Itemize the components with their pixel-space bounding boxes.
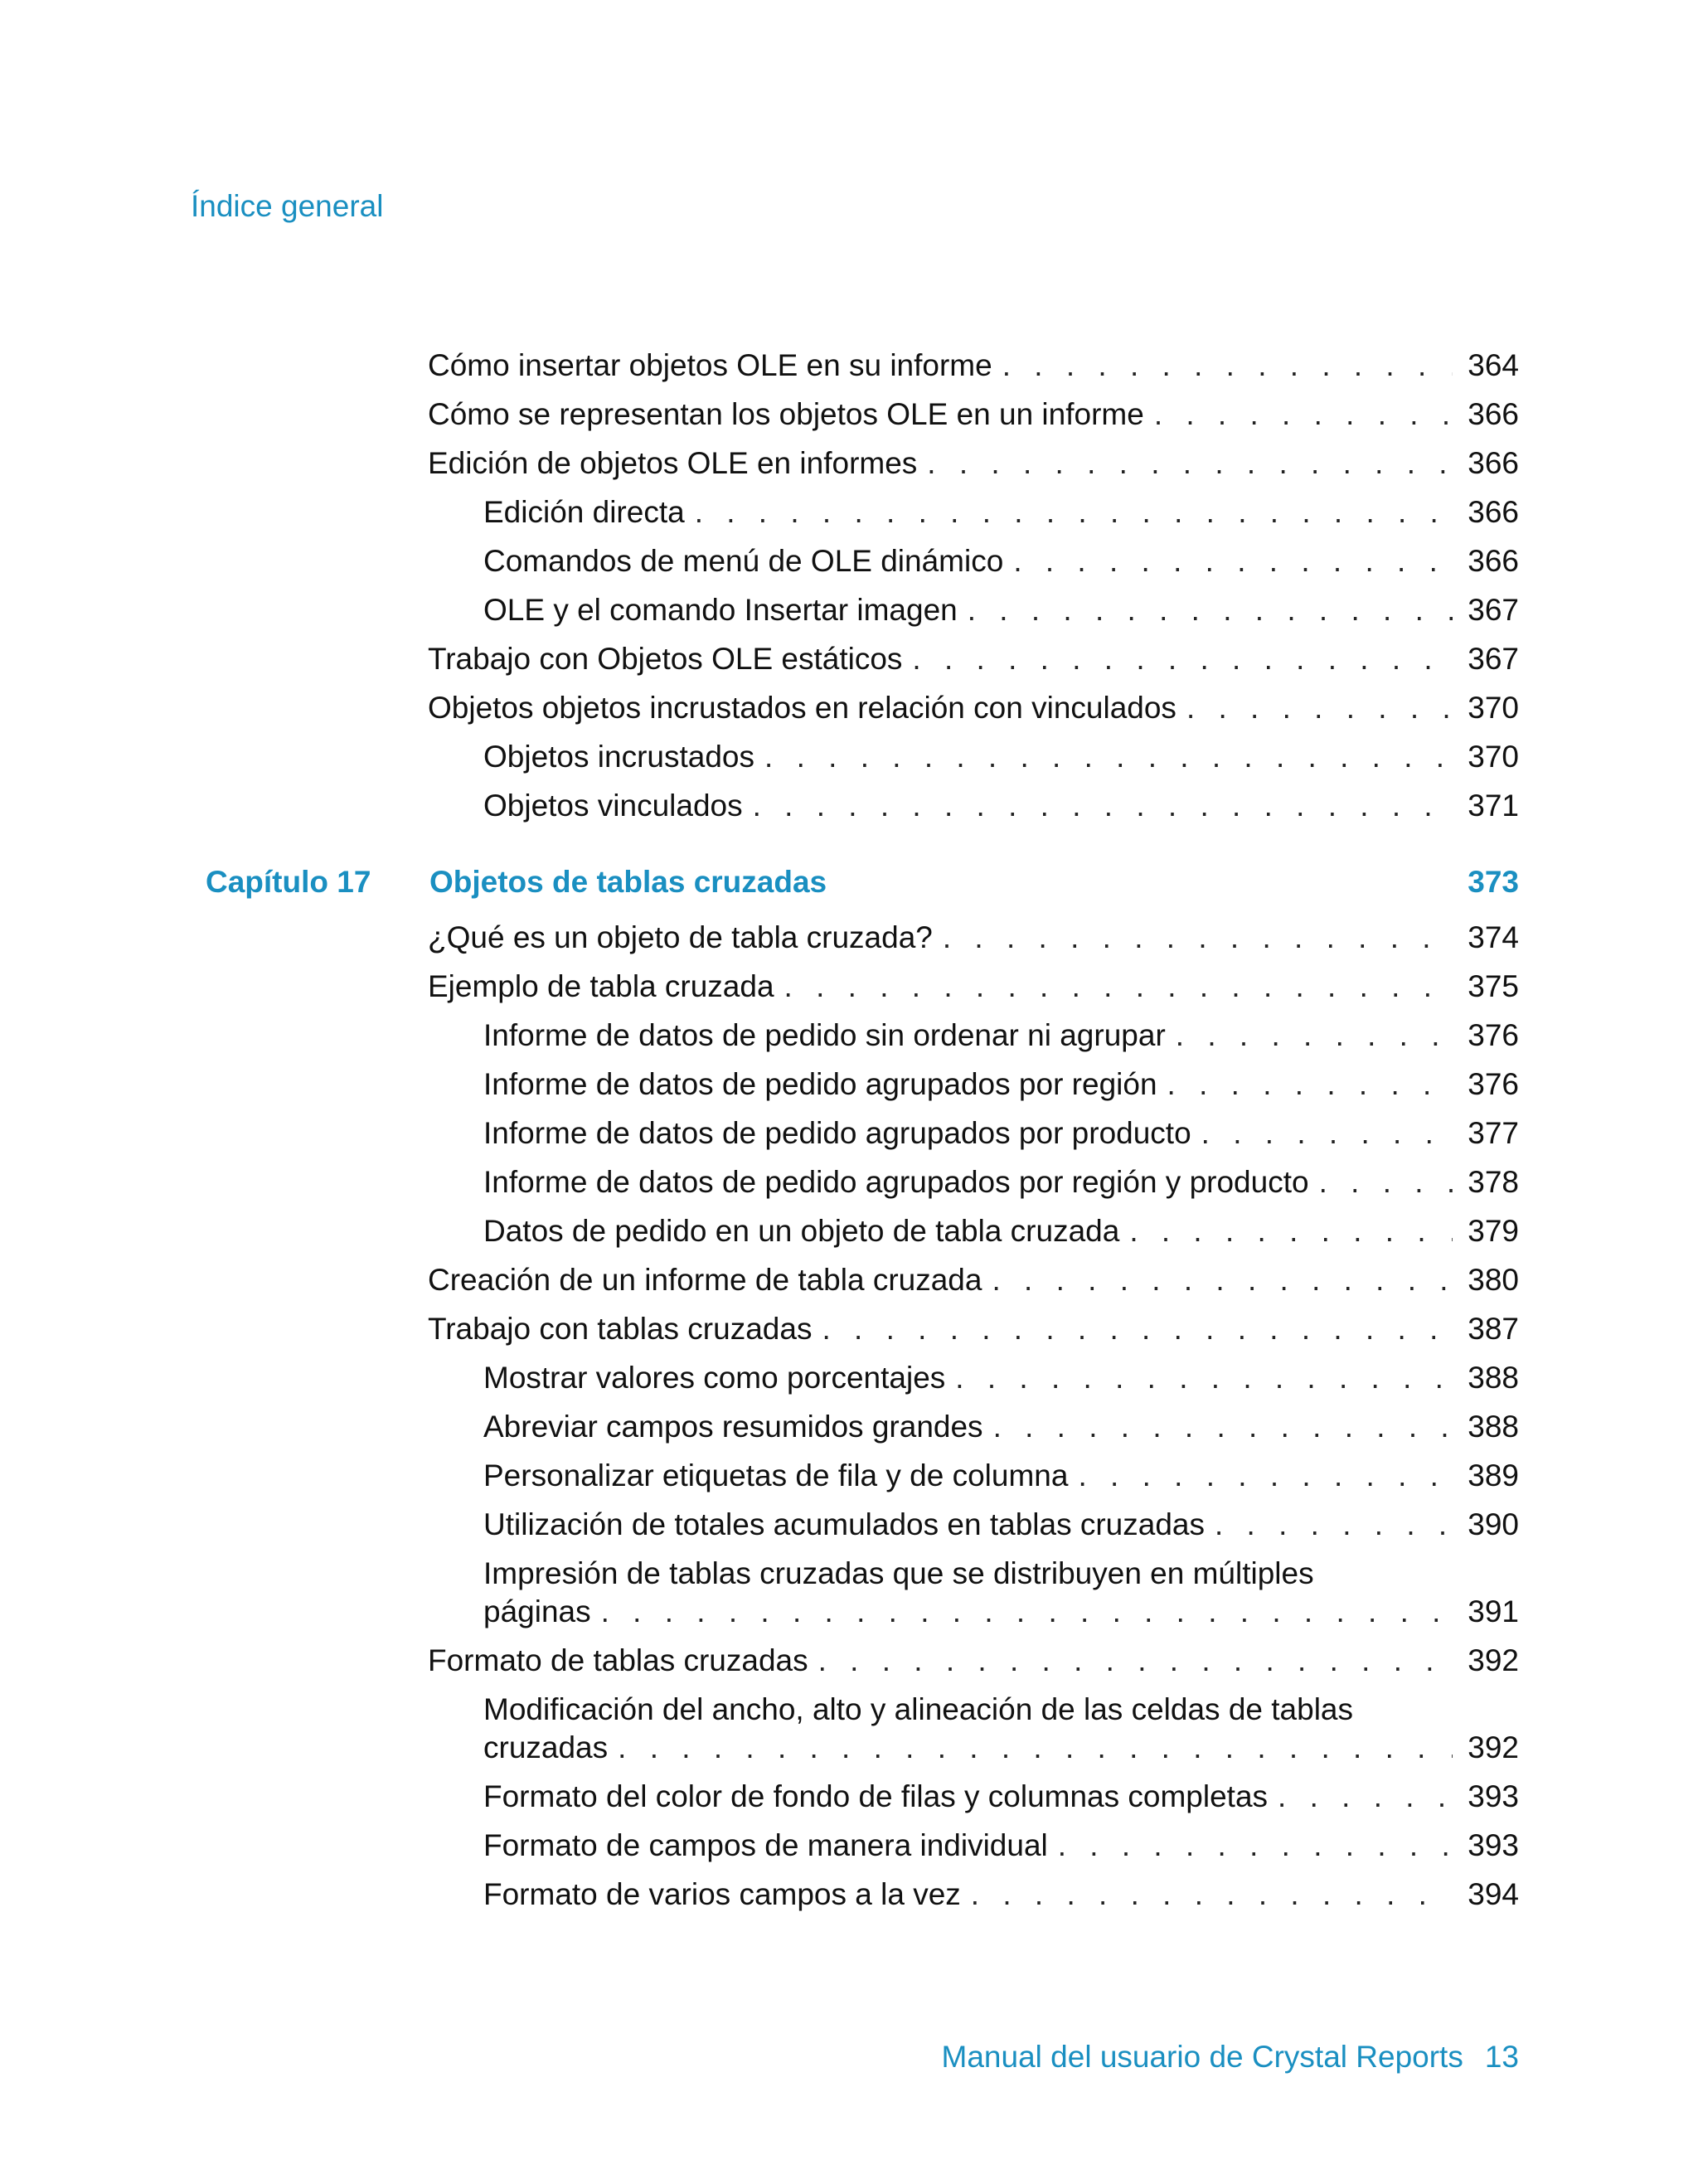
dot-leader bbox=[1215, 1506, 1453, 1544]
toc-entry-page: 367 bbox=[1468, 642, 1519, 676]
toc-entry-title: Informe de datos de pedido sin ordenar ni agrupar bbox=[483, 1018, 1166, 1052]
dot-leader bbox=[1319, 1163, 1453, 1201]
toc-entry[interactable] bbox=[428, 1310, 1519, 1348]
toc-entry[interactable] bbox=[428, 1261, 1519, 1299]
toc-subentry[interactable] bbox=[483, 1408, 1519, 1446]
dot-leader bbox=[1154, 396, 1453, 434]
toc-entry-title: Personalizar etiquetas de fila y de columna bbox=[483, 1458, 1069, 1492]
toc-entry-title: Informe de datos de pedido agrupados por producto bbox=[483, 1116, 1191, 1150]
toc-entry[interactable] bbox=[428, 689, 1519, 727]
toc-entry-page: 370 bbox=[1468, 740, 1519, 774]
toc-subentry[interactable] bbox=[483, 1457, 1519, 1495]
running-header: Índice general bbox=[191, 189, 384, 223]
page-number: 13 bbox=[1484, 2040, 1519, 2074]
dot-leader bbox=[1186, 689, 1453, 727]
dot-leader bbox=[695, 493, 1453, 531]
dot-leader bbox=[943, 919, 1453, 957]
chapter-page: 373 bbox=[1468, 865, 1519, 899]
toc-subentry[interactable] bbox=[483, 1114, 1519, 1153]
toc-entry-title: Ejemplo de tabla cruzada bbox=[428, 969, 774, 1003]
toc-entry-page: 370 bbox=[1468, 691, 1519, 725]
toc-entry-title: Objetos vinculados bbox=[483, 789, 743, 823]
toc-entry-page: 376 bbox=[1468, 1018, 1519, 1052]
dot-leader bbox=[822, 1310, 1453, 1348]
dot-leader bbox=[784, 968, 1453, 1006]
dot-leader bbox=[993, 1408, 1453, 1446]
toc-entry-title: Objetos incrustados bbox=[483, 740, 755, 774]
toc-entry-page: 366 bbox=[1468, 495, 1519, 529]
toc-entry-title: Informe de datos de pedido agrupados por región bbox=[483, 1067, 1157, 1101]
toc-entry-title: Abreviar campos resumidos grandes bbox=[483, 1410, 983, 1444]
toc-subentry-first-line: Modificación del ancho, alto y alineación de las celdas de tablas bbox=[483, 1692, 1353, 1726]
toc-subentry[interactable] bbox=[483, 787, 1519, 825]
toc-entry-title: Trabajo con Objetos OLE estáticos bbox=[428, 642, 903, 676]
toc-entry-title: Formato de tablas cruzadas bbox=[428, 1643, 808, 1677]
toc-subentry[interactable] bbox=[483, 738, 1519, 776]
dot-leader bbox=[1167, 1065, 1453, 1104]
toc-entry-title: ¿Qué es un objeto de tabla cruzada? bbox=[428, 920, 933, 954]
toc-subentry[interactable] bbox=[483, 1359, 1519, 1397]
toc-subentry[interactable] bbox=[483, 1506, 1519, 1544]
toc-entry-page: 374 bbox=[1468, 920, 1519, 954]
toc-entry-title: Trabajo con tablas cruzadas bbox=[428, 1312, 813, 1346]
toc-entry-page: 394 bbox=[1468, 1877, 1519, 1911]
toc-entry-title: Objetos objetos incrustados en relación con vinculados bbox=[428, 691, 1176, 725]
toc-entry-page: 379 bbox=[1468, 1214, 1519, 1248]
toc-entry-page: 377 bbox=[1468, 1116, 1519, 1150]
toc-entry-page: 371 bbox=[1468, 789, 1519, 823]
dot-leader bbox=[927, 444, 1453, 483]
toc-entry-page: 380 bbox=[1468, 1263, 1519, 1297]
toc-entry-title: Edición directa bbox=[483, 495, 685, 529]
toc-entry-page: 393 bbox=[1468, 1779, 1519, 1813]
toc-subentry[interactable] bbox=[483, 542, 1519, 580]
toc-entry-page: 391 bbox=[1468, 1594, 1519, 1628]
dot-leader bbox=[1002, 347, 1453, 385]
toc-entry-title: Cómo insertar objetos OLE en su informe bbox=[428, 348, 992, 382]
toc-entry-page: 393 bbox=[1468, 1828, 1519, 1862]
chapter-heading[interactable] bbox=[206, 865, 1519, 906]
toc-entry-page: 390 bbox=[1468, 1507, 1519, 1541]
toc-entry-title: Formato de varios campos a la vez bbox=[483, 1877, 961, 1911]
toc-entry-page: 366 bbox=[1468, 397, 1519, 431]
toc-subentry[interactable] bbox=[483, 1827, 1519, 1865]
toc-entry-page: 364 bbox=[1468, 348, 1519, 382]
dot-leader bbox=[1201, 1114, 1453, 1153]
toc-subentry[interactable] bbox=[483, 1017, 1519, 1055]
chapter-label: Capítulo 17 bbox=[206, 865, 371, 899]
dot-leader bbox=[1078, 1457, 1453, 1495]
dot-leader bbox=[955, 1359, 1453, 1397]
toc-subentry-first-line: Impresión de tablas cruzadas que se distribuyen en múltiples bbox=[483, 1556, 1314, 1590]
toc-entry-title: OLE y el comando Insertar imagen bbox=[483, 593, 958, 627]
toc-entry-title: Comandos de menú de OLE dinámico bbox=[483, 544, 1004, 578]
toc-entry-page: 375 bbox=[1468, 969, 1519, 1003]
page-footer bbox=[942, 2040, 1519, 2075]
dot-leader bbox=[971, 1876, 1453, 1914]
dot-leader bbox=[753, 787, 1453, 825]
toc-subentry[interactable] bbox=[483, 1778, 1519, 1816]
toc-entry-title: Creación de un informe de tabla cruzada bbox=[428, 1263, 982, 1297]
toc-subentry[interactable] bbox=[483, 1876, 1519, 1914]
toc-subentry[interactable] bbox=[483, 1163, 1519, 1201]
toc-entry-title: Formato de campos de manera individual bbox=[483, 1828, 1048, 1862]
dot-leader bbox=[1058, 1827, 1453, 1865]
toc-entry[interactable] bbox=[428, 396, 1519, 434]
toc-subentry[interactable] bbox=[483, 591, 1519, 629]
dot-leader bbox=[764, 738, 1453, 776]
dot-leader bbox=[618, 1729, 1453, 1767]
toc-entry-page: 388 bbox=[1468, 1361, 1519, 1395]
footer-title: Manual del usuario de Crystal Reports bbox=[941, 2040, 1463, 2074]
dot-leader bbox=[968, 591, 1453, 629]
dot-leader bbox=[1129, 1212, 1453, 1250]
toc-entry[interactable] bbox=[428, 444, 1519, 483]
toc-entry[interactable] bbox=[428, 919, 1519, 957]
toc-entry-page: 392 bbox=[1468, 1643, 1519, 1677]
toc-entry[interactable] bbox=[428, 968, 1519, 1006]
toc-subentry[interactable] bbox=[483, 1065, 1519, 1104]
toc-entry-title: Utilización de totales acumulados en tablas cruzadas bbox=[483, 1507, 1205, 1541]
dot-leader bbox=[912, 640, 1453, 678]
toc-entry-title: Mostrar valores como porcentajes bbox=[483, 1361, 946, 1395]
dot-leader bbox=[601, 1593, 1453, 1631]
toc-entry-page: 376 bbox=[1468, 1067, 1519, 1101]
toc-entry-title: Datos de pedido en un objeto de tabla cruzada bbox=[483, 1214, 1120, 1248]
toc-subentry[interactable] bbox=[483, 1212, 1519, 1250]
toc-entry[interactable] bbox=[428, 1642, 1519, 1680]
toc-entry-page: 378 bbox=[1468, 1165, 1519, 1199]
dot-leader bbox=[992, 1261, 1453, 1299]
dot-leader bbox=[1278, 1778, 1453, 1816]
toc-subentry[interactable] bbox=[483, 493, 1519, 531]
toc-entry-page: 367 bbox=[1468, 593, 1519, 627]
chapter-title: Objetos de tablas cruzadas bbox=[429, 865, 827, 899]
toc-entry-page: 389 bbox=[1468, 1458, 1519, 1492]
toc-entry-page: 388 bbox=[1468, 1410, 1519, 1444]
toc-entry[interactable] bbox=[428, 347, 1519, 385]
toc-subentry[interactable] bbox=[483, 1729, 1519, 1767]
toc-entry-title: Informe de datos de pedido agrupados por región y producto bbox=[483, 1165, 1309, 1199]
toc-entry[interactable] bbox=[428, 640, 1519, 678]
toc-subentry[interactable] bbox=[483, 1593, 1519, 1631]
toc-entry-title: Cómo se representan los objetos OLE en un informe bbox=[428, 397, 1144, 431]
dot-leader bbox=[818, 1642, 1453, 1680]
toc-entry-title: Formato del color de fondo de filas y columnas completas bbox=[483, 1779, 1269, 1813]
dot-leader bbox=[1176, 1017, 1453, 1055]
toc-entry-title: cruzadas bbox=[483, 1730, 609, 1764]
toc-entry-title: Edición de objetos OLE en informes bbox=[428, 446, 918, 480]
toc-entry-page: 392 bbox=[1468, 1730, 1519, 1764]
toc-entry-page: 387 bbox=[1468, 1312, 1519, 1346]
dot-leader bbox=[1013, 542, 1453, 580]
toc-entry-page: 366 bbox=[1468, 446, 1519, 480]
toc-entry-page: 366 bbox=[1468, 544, 1519, 578]
toc-entry-title: páginas bbox=[483, 1594, 591, 1628]
